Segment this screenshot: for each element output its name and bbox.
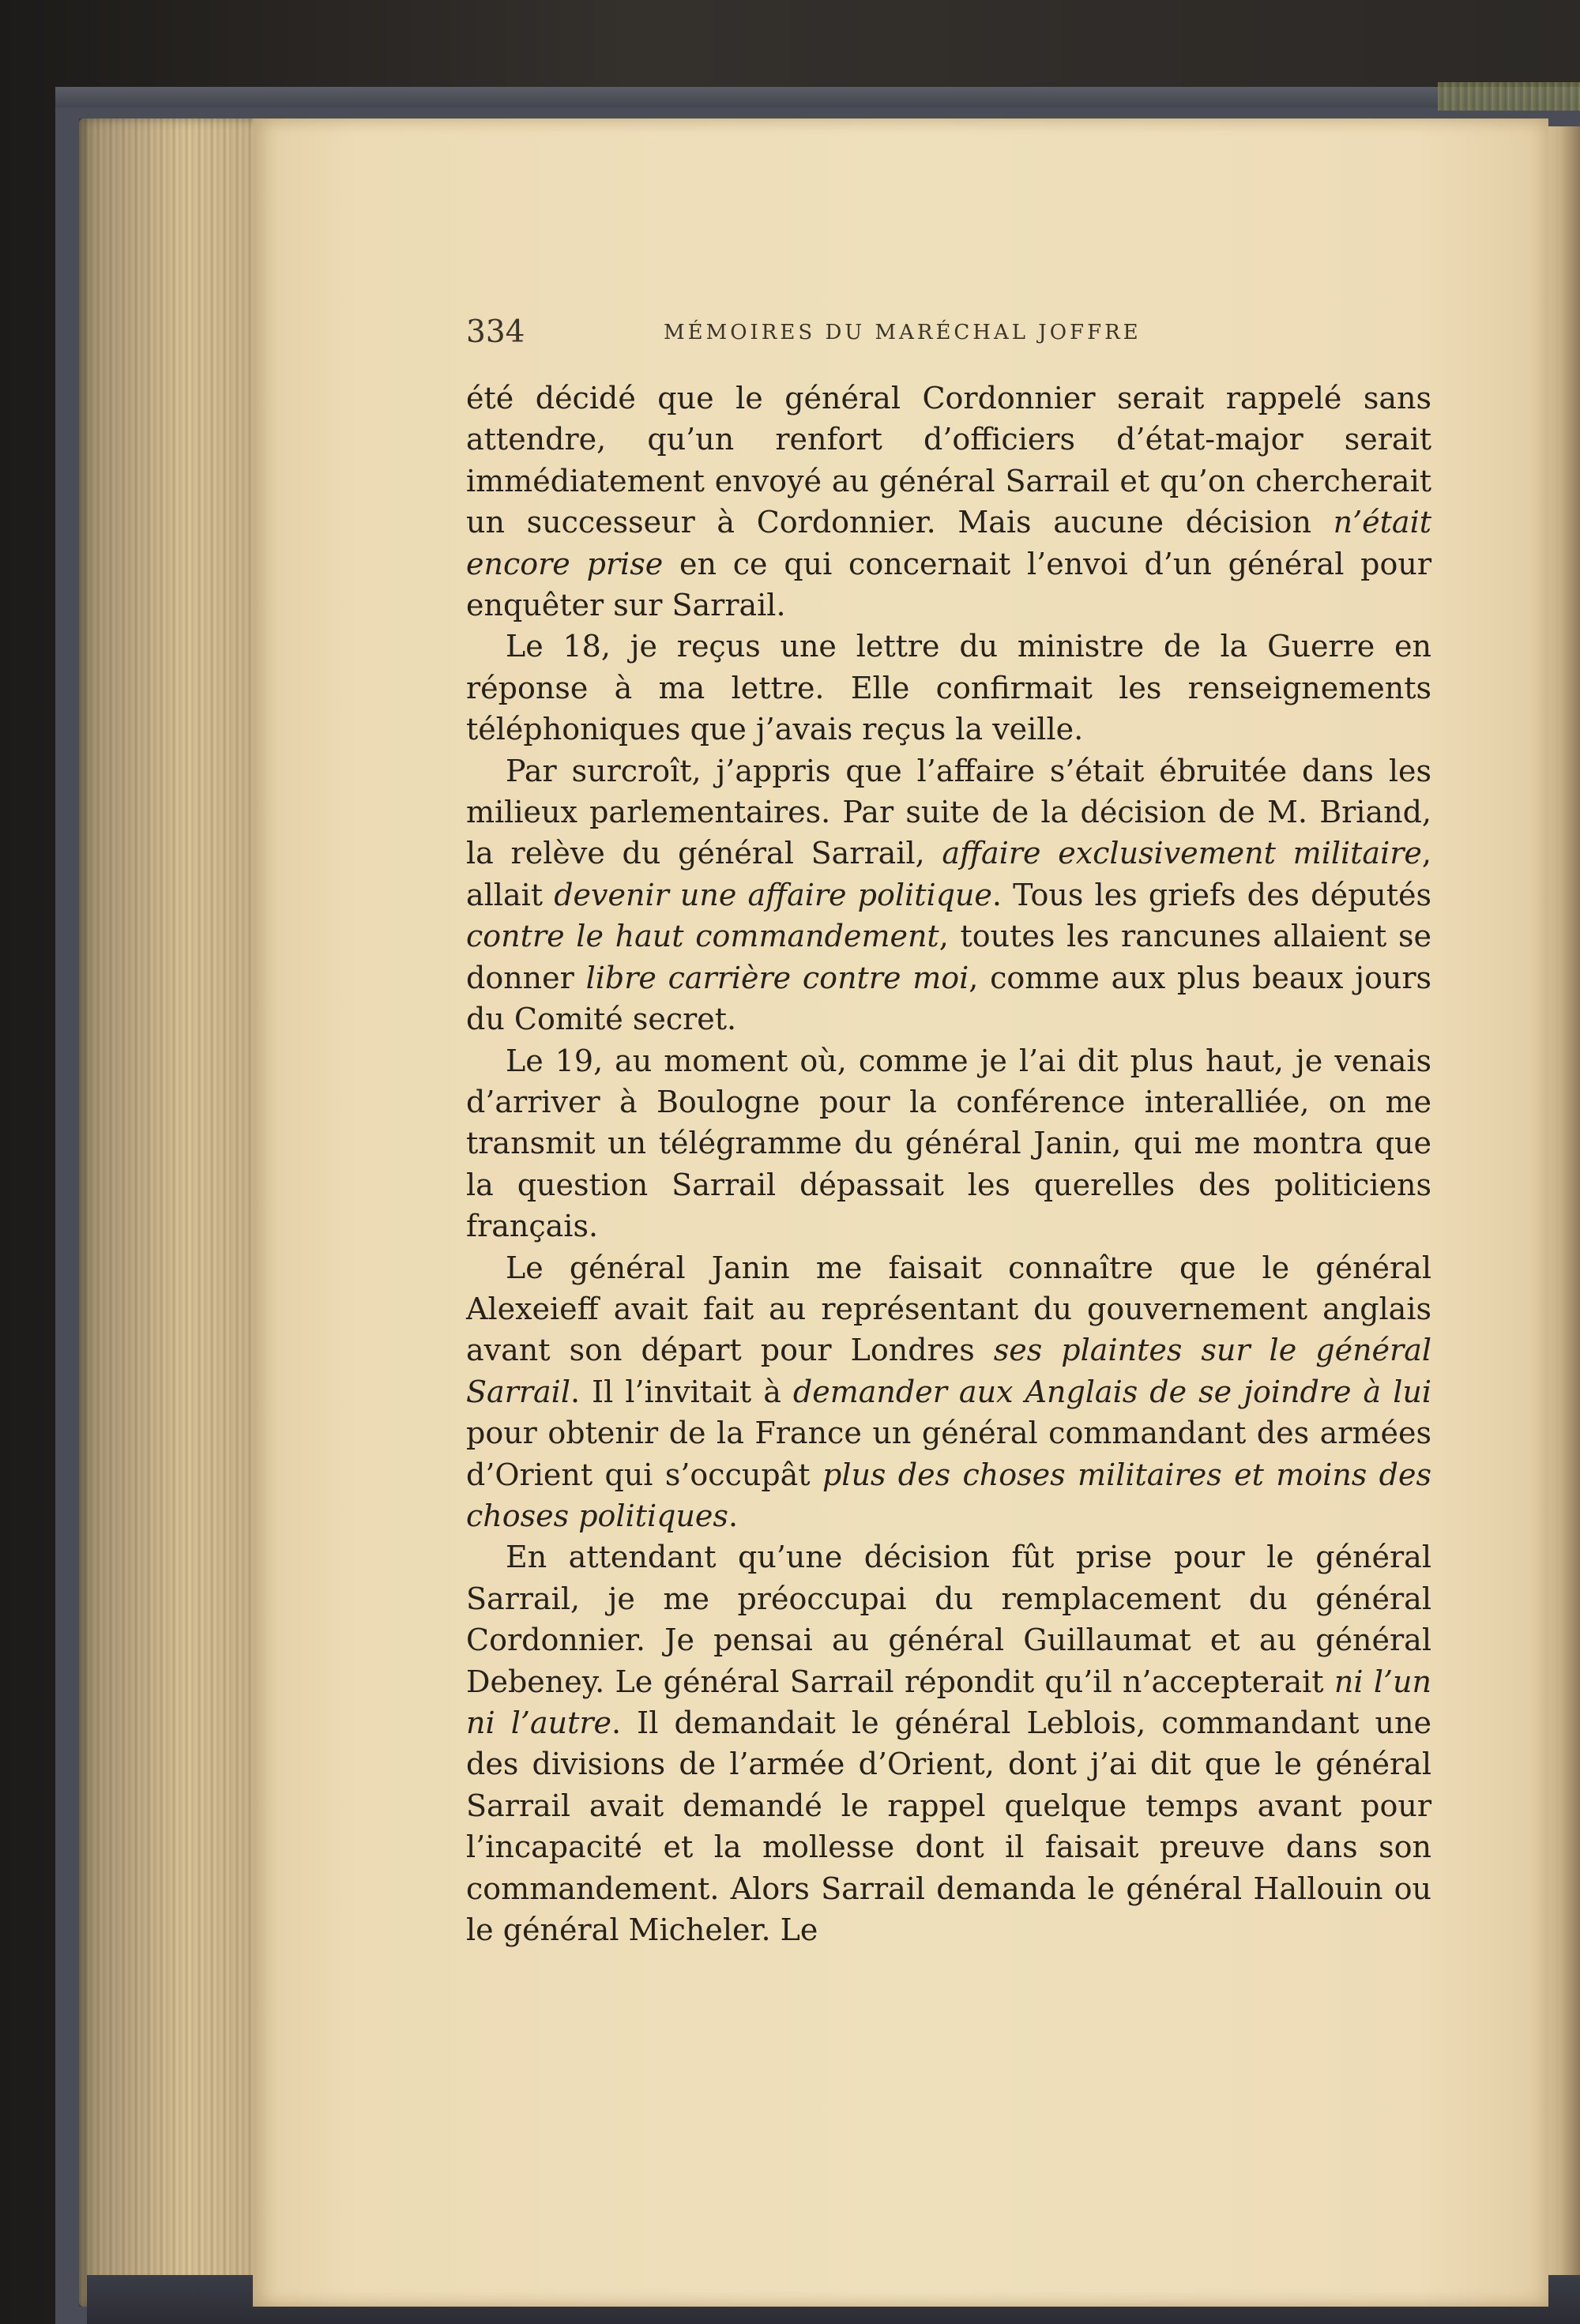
italic-text: plus des choses militaires et moins des choses politiques bbox=[466, 1457, 1431, 1533]
paragraph bbox=[466, 1247, 1431, 1537]
page-number: 334 bbox=[466, 314, 525, 350]
italic-text: libre carrière contre moi bbox=[585, 960, 969, 995]
book-cover-top-edge bbox=[55, 87, 1580, 107]
italic-text: n’était encore prise bbox=[466, 505, 1431, 581]
book-spine-cloth bbox=[1438, 82, 1580, 111]
italic-text: devenir une affaire politique bbox=[554, 877, 992, 912]
text-run: Le 18, je reçus une lettre du ministre de la Guerre en réponse à ma lettre. Elle confirmait les renseignements téléphoniques que j’avais reçus la veille. bbox=[466, 629, 1431, 747]
running-header bbox=[466, 314, 1431, 362]
paragraph bbox=[466, 1536, 1431, 1950]
text-run: , comme aux plus beaux jours du Comité secret. bbox=[466, 960, 1431, 1037]
paragraph bbox=[466, 378, 1431, 626]
text-run: Le 19, au moment où, comme je l’ai dit plus haut, je venais d’arriver à Boulogne pour la conférence interalliée, on me transmit un télégramme du général Janin, qui me montra que la question Sarrail dépassait les querelles des politiciens français. bbox=[466, 1043, 1431, 1244]
text-run: . Il demandait le général Leblois, commandant une des divisions de l’armée d’Orient, dont j’ai dit que le général Sarrail avait demandé le rappel quelque temps avant pour l’incapacité et la mollesse dont il faisait preuve dans son commandement. Alors Sarrail demanda le général Hallouin ou le général Micheler. Le bbox=[466, 1705, 1431, 1948]
text-run: Par surcroît, j’appris que l’affaire s’était ébruitée dans les milieux parlementaires. Par suite de la décision de M. Briand, la relève du général Sarrail, bbox=[466, 753, 1431, 871]
paragraph bbox=[466, 626, 1431, 750]
text-run: Le général Janin me faisait connaître que le général Alexeieff avait fait au représentant du gouvernement anglais avant son départ pour Londres bbox=[466, 1250, 1431, 1368]
text-run: En attendant qu’une décision fût prise pour le général Sarrail, je me préoccupai du remplacement du général Cordonnier. Je pensai au général Guillaumat et au général Debeney. Le général Sarrail répondit qu’il n’accepterait bbox=[466, 1540, 1431, 1699]
italic-text: contre le haut commandement bbox=[466, 919, 939, 954]
body-text bbox=[466, 378, 1431, 1950]
text-run: en ce qui concernait l’envoi d’un général pour enquêter sur Sarrail. bbox=[466, 546, 1431, 623]
italic-text: ni l’un ni l’autre bbox=[466, 1664, 1431, 1740]
text-run: , allait bbox=[466, 836, 1431, 912]
paragraph bbox=[466, 1040, 1431, 1247]
italic-text: affaire exclusivement militaire bbox=[942, 836, 1422, 871]
text-run: . Il l’invitait à bbox=[570, 1374, 793, 1409]
text-run: été décidé que le général Cordonnier serait rappelé sans attendre, qu’un renfort d’officiers d’état-major serait immédiatement envoyé au général Sarrail et qu’on chercherait un successeur à Cordonnier. Mais aucune décision bbox=[466, 381, 1431, 540]
text-run: . bbox=[728, 1498, 739, 1533]
page-edges-shadow bbox=[79, 118, 261, 2307]
italic-text: ses plaintes sur le général Sarrail bbox=[466, 1333, 1431, 1409]
paragraph bbox=[466, 750, 1431, 1040]
text-run: pour obtenir de la France un général commandant des armées d’Orient qui s’occupât bbox=[466, 1416, 1431, 1492]
text-run: . Tous les griefs des députés bbox=[991, 877, 1432, 912]
italic-text: demander aux Anglais de se joindre à lui bbox=[792, 1374, 1431, 1409]
text-run: , toutes les rancunes allaient se donner bbox=[466, 919, 1431, 995]
running-title: MÉMOIRES DU MARÉCHAL JOFFRE bbox=[664, 321, 1142, 344]
